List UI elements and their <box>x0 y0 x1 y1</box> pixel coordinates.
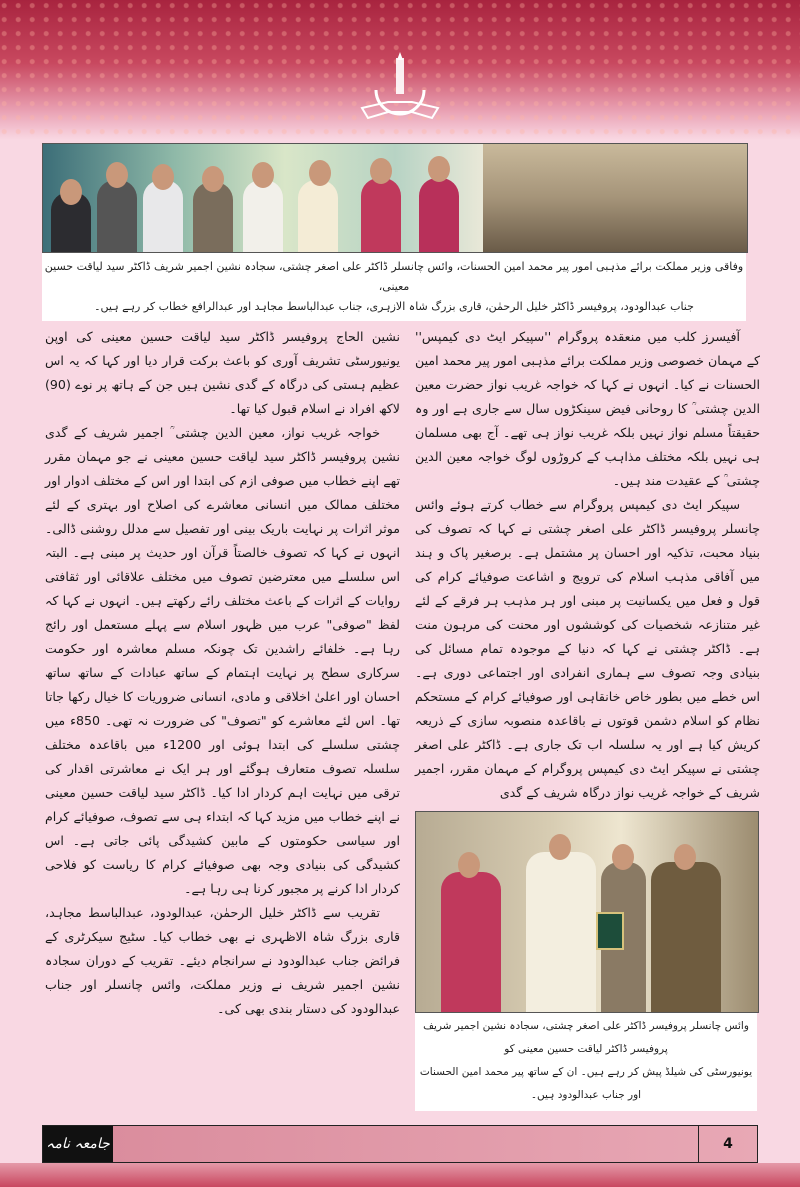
decorative-bottom-band <box>0 1163 800 1187</box>
audience-photo <box>483 144 747 252</box>
paragraph: تقریب سے ڈاکٹر خلیل الرحمٰن، عبدالودود، عبدالباسط مجاہد، قاری بزرگ شاہ الاظہری نے بھی خطاب کیا۔ سٹیج سیکرٹری کے فرائض جناب عبدالودود نے سرانجام دیئے۔ تقریب کے دوران سجادہ نشین اجمیر شریف نے وزیر مملکت، وائس چانسلر اور جناب عبدالودود کی دستار بندی بھی کی۔ <box>45 905 400 1016</box>
top-photo-caption <box>42 253 746 321</box>
paragraph: نشین الحاج پروفیسر ڈاکٹر سید لیاقت حسین معینی کی اوپن یونیورسٹی تشریف آوری کو باعث برکت قرار دیا اور کہا کہ یہ اس عظیم ہستی کی درگاہ کے گدی نشین ہیں جن کے ہاتھ پر نوے (90) لاکھ افراد نے اسلام قبول کیا تھا۔ <box>45 329 400 416</box>
event-photo-strip <box>42 143 748 253</box>
page-number: 4 <box>698 1126 757 1162</box>
shield-presentation-photo <box>415 811 759 1013</box>
caption-line: وائس چانسلر پروفیسر ڈاکٹر علی اصغر چشتی، سجادہ نشین اجمیر شریف پروفیسر ڈاکٹر لیاقت حسین معینی کو <box>423 1020 749 1055</box>
article-column-right <box>415 325 760 805</box>
shield-photo-caption <box>415 1013 757 1111</box>
caption-line: یونیورسٹی کی شیلڈ پیش کر رہے ہیں۔ ان کے ساتھ پیر محمد امین الحسنات اور جناب عبدالودود ہیں۔ <box>419 1066 753 1101</box>
caption-line: جناب عبدالودود، پروفیسر ڈاکٹر خلیل الرحمٰن، قاری بزرگ شاہ الازہری، جناب عبدالباسط مجاہد اور عبدالرافع خطاب کر رہے ہیں۔ <box>94 300 694 313</box>
page-footer <box>42 1125 758 1163</box>
decorative-header <box>0 0 800 140</box>
paragraph: سپیکر ایٹ دی کیمپس پروگرام سے خطاب کرتے ہوئے وائس چانسلر پروفیسر ڈاکٹر علی اصغر چشتی نے کہا کہ تصوف کی بنیاد محبت، تذکیہ اور احسان پر مشتمل ہے۔ برصغیر پاک و ہند میں آفاقی مذہب اسلام کی ترویج و اشاعت صوفیائے کرام کی قول و فعل میں یکسانیت پر مبنی اور ہر مذہب ہر فرقے کے لئے غیر متنازعہ شخصیات کی کوششوں اور محنت کی مرہون منت ہے۔ ڈاکٹر چشتی نے کہا کہ دنیا کے موجودہ تمام مسائل کی بنیادی وجہ تصوف سے ہماری انفرادی اور اجتماعی دوری ہے۔ اس خطے میں بطور خاص خانقاہی اور صوفیائے کرام کے مستحکم نظام کو اسلام دشمن قوتوں نے باقاعدہ منصوبہ سازی کے ذریعہ کریش کیا ہے اور یہ سلسلہ اب تک جاری ہے۔ ڈاکٹر علی اصغر چشتی نے سپیکر ایٹ دی کیمپس پروگرام کے مہمان مقرر، اجمیر شریف کے خواجہ غریب نواز درگاہ شریف کے گدی <box>415 497 760 800</box>
article-column-left <box>45 325 400 1021</box>
publication-name: جامعہ نامہ <box>43 1126 113 1162</box>
article-body <box>45 325 760 1111</box>
right-column-wrapper <box>415 325 760 1111</box>
shield-icon <box>596 912 624 950</box>
speakers-photo <box>43 144 483 252</box>
caption-line: وفاقی وزیر مملکت برائے مذہبی امور پیر محمد امین الحسنات، وائس چانسلر ڈاکٹر علی اصغر چشتی، سجادہ نشین اجمیر شریف ڈاکٹر سید لیاقت حسین معینی، <box>44 260 744 293</box>
paragraph: خواجہ غریب نواز، معین الدین چشتی ؒ اجمیر شریف کے گدی نشین پروفیسر ڈاکٹر سید لیاقت حسین معینی نے جو مہمان مقرر تھے اپنے خطاب میں صوفی ازم کی ابتدا اور اس کے مختلف ادوار اور مختلف ممالک میں انسانی معاشرے کی اصلاح اور بہتری کے لئے موثر اثرات پر نہایت باریک بینی اور تفصیل سے مدلل روشنی ڈالی۔ انہوں نے کہا کہ تصوف خالصتاً قرآن اور حدیث پر مبنی ہے۔ البتہ اس سلسلے میں معترضین تصوف میں مختلف علاقائی اور ثقافتی روایات کے اثرات کے باعث مختلف رائے رکھتے ہیں۔ انہوں نے کہا کہ لفظ "صوفی" عرب میں ظہور اسلام سے پہلے مستعمل اور رائج رہا ہے۔ خلفائے راشدین تک چونکہ مسلم معاشرہ اور حکومت سرکاری سطح پر نہایت اہتمام کے ساتھ عبادات کے ساتھ ساتھ احسان اور اعلیٰ اخلاقی و مادی، انسانی ضروریات کا خیال رکھا جاتا تھا۔ اس لئے معاشرے کو "تصوف" کی ضرورت نہ تھی۔ 850ء میں چشتی سلسلے کی ابتدا ہوئی اور 1200ء میں باقاعدہ مختلف سلسلہ تصوف متعارف ہوگئے اور ہر ایک نے معاشرتی اقدار کی ترقی میں نہایت اہم کردار ادا کیا۔ ڈاکٹر سید لیاقت حسین معینی نے اپنے خطاب میں مزید کہا کہ ابتداء ہی سے تصوف، صوفیائے کرام اور سیاسی حکومتوں کے مابین کشیدگی پائی جاتی ہے۔ اس کشیدگی کی بنیادی وجہ بھی صوفیائے کرام کا ریاست کو فلاحی کردار ادا کرنے پر مجبور کرنا ہی رہا ہے۔ <box>45 425 401 896</box>
university-logo-icon <box>358 50 442 130</box>
paragraph: آفیسرز کلب میں منعقدہ پروگرام ''سپیکر ایٹ دی کیمپس'' کے مہمان خصوصی وزیر مملکت برائے مذہبی امور پیر محمد امین الحسنات نے کیا۔ انہوں نے کہا کہ خواجہ غریب نواز حضرت معین الدین چشتی ؒ کا روحانی فیض سینکڑوں سال سے جاری ہے اور وہ حقیقتاً مسلم نواز نہیں بلکہ غریب نواز ہی تھے۔ آج بھی مسلمان ہی نہیں بلکہ مختلف مذاہب کے کروڑوں لوگ خواجہ معین الدین چشتی ؒ کے عقیدت مند ہیں۔ <box>415 329 760 488</box>
